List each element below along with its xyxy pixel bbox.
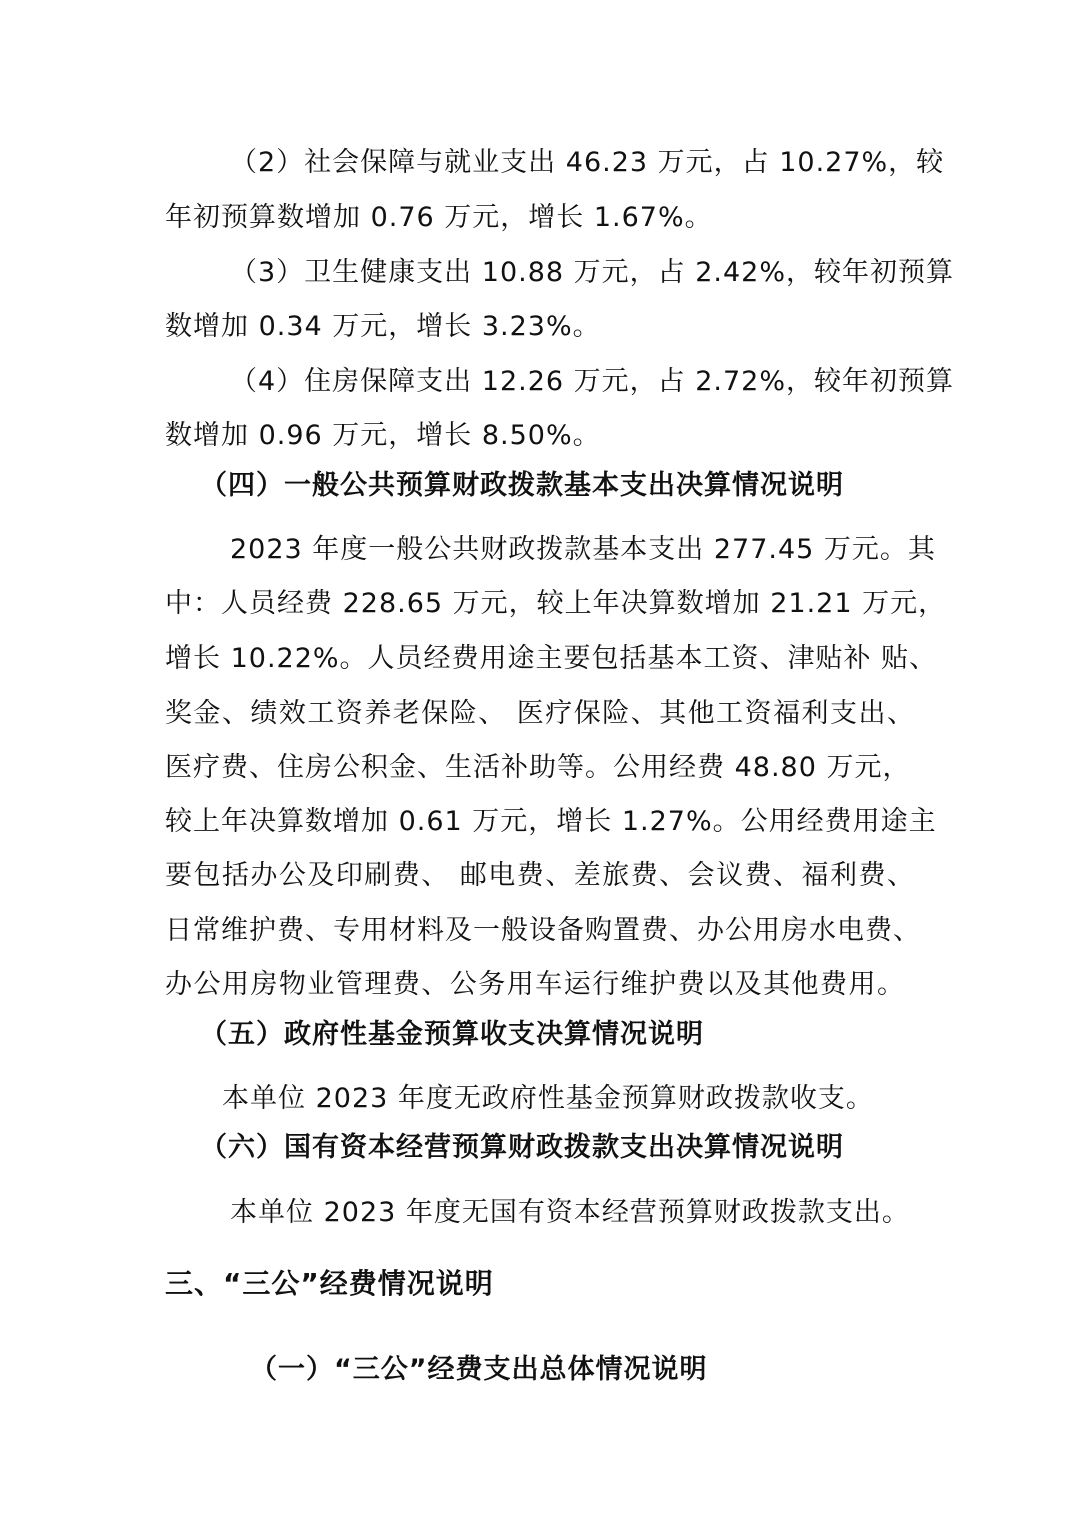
paragraph-line: 增长 10.22%。人员经费用途主要包括基本工资、津贴补 贴、 [165, 643, 938, 674]
section-heading: （四）一般公共预算财政拨款基本支出决算情况说明 [200, 470, 844, 501]
paragraph-line: 数增加 0.34 万元，增长 3.23%。 [165, 311, 601, 342]
paragraph-line: （4）住房保障支出 12.26 万元，占 2.72%，较年初预算 [230, 366, 954, 397]
paragraph-line: 较上年决算数增加 0.61 万元，增长 1.27%。公用经费用途主 [165, 806, 937, 837]
paragraph-line: 医疗费、住房公积金、生活补助等。公用经费 48.80 万元， [165, 752, 911, 783]
section-heading: （六）国有资本经营预算财政拨款支出决算情况说明 [200, 1132, 844, 1163]
paragraph-line: 日常维护费、专用材料及一般设备购置费、办公用房水电费、 [165, 915, 921, 946]
paragraph-line: 年初预算数增加 0.76 万元，增长 1.67%。 [165, 202, 713, 233]
chapter-heading: 三、“三公”经费情况说明 [165, 1267, 494, 1300]
paragraph-line: （2）社会保障与就业支出 46.23 万元，占 10.27%，较 [230, 147, 945, 178]
subsection-heading: （一）“三公”经费支出总体情况说明 [250, 1354, 708, 1385]
paragraph-line: 要包括办公及印刷费、 邮电费、差旅费、会议费、福利费、 [165, 860, 915, 891]
paragraph-line: 中：人员经费 228.65 万元，较上年决算数增加 21.21 万元， [165, 588, 947, 619]
paragraph-line: 数增加 0.96 万元，增长 8.50%。 [165, 420, 601, 451]
paragraph-line: （3）卫生健康支出 10.88 万元，占 2.42%，较年初预算 [230, 257, 954, 288]
section-heading: （五）政府性基金预算收支决算情况说明 [200, 1019, 704, 1050]
paragraph-line: 办公用房物业管理费、公务用车运行维护费以及其他费用。 [165, 969, 905, 1000]
paragraph-line: 2023 年度一般公共财政拨款基本支出 277.45 万元。其 [230, 534, 936, 565]
paragraph-line: 奖金、绩效工资养老保险、 医疗保险、其他工资福利支出、 [165, 698, 915, 729]
paragraph-line: 本单位 2023 年度无政府性基金预算财政拨款收支。 [222, 1083, 874, 1114]
paragraph-line: 本单位 2023 年度无国有资本经营预算财政拨款支出。 [230, 1197, 910, 1228]
